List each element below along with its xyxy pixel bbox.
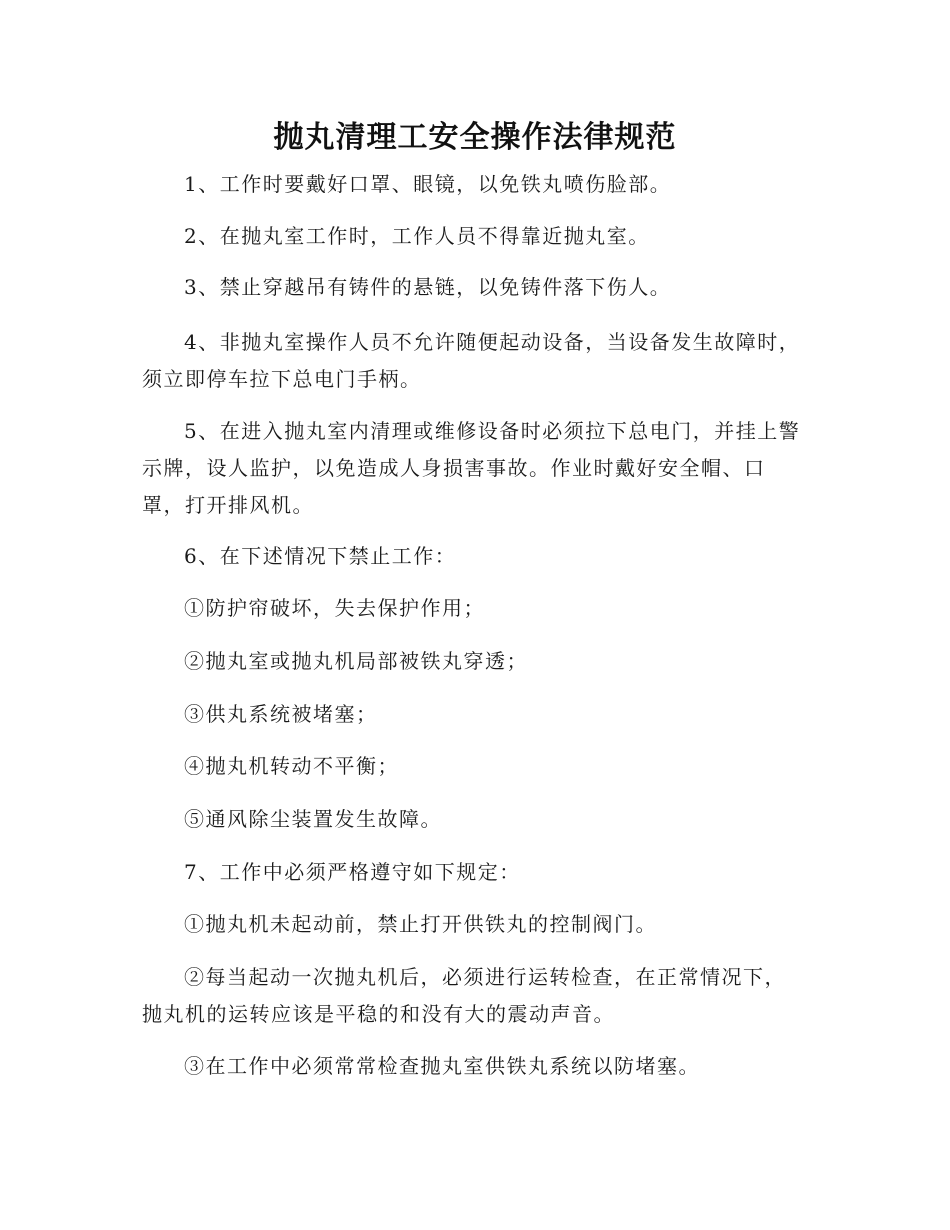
- paragraph-6-item-2: ②抛丸室或抛丸机局部被铁丸穿透；: [184, 649, 528, 673]
- paragraph-7: 7、工作中必须严格遵守如下规定：: [184, 860, 521, 884]
- paragraph-5: 5、在进入抛丸室内清理或维修设备时必须拉下总电门，并挂上警示牌，设人监护，以免造成人身损害事故。作业时戴好安全帽、口罩，打开排风机。: [142, 419, 801, 517]
- paragraph-2: 2、在抛丸室工作时，工作人员不得靠近抛丸室。: [184, 224, 650, 248]
- paragraph-7-item-2: ②每当起动一次抛丸机后，必须进行运转检查，在正常情况下，抛丸机的运转应该是平稳的和没有大的震动声音。: [142, 965, 786, 1026]
- paragraph-7-item-1: ①抛丸机未起动前，禁止打开供铁丸的控制阀门。: [184, 912, 657, 936]
- paragraph-4: 4、非抛丸室操作人员不允许随便起动设备，当设备发生故障时，须立即停车拉下总电门手柄。: [142, 330, 801, 391]
- paragraph-6-item-1: ①防护帘破坏，失去保护作用；: [184, 596, 485, 620]
- paragraph-6-item-5: ⑤通风除尘装置发生故障。: [184, 807, 442, 831]
- paragraph-1: 1、工作时要戴好口罩、眼镜，以免铁丸喷伤脸部。: [184, 172, 672, 196]
- document-title: 抛丸清理工安全操作法律规范: [273, 120, 677, 155]
- paragraph-7-item-3: ③在工作中必须常常检查抛丸室供铁丸系统以防堵塞。: [184, 1054, 700, 1078]
- paragraph-3: 3、禁止穿越吊有铸件的悬链，以免铸件落下伤人。: [184, 275, 672, 299]
- paragraph-6: 6、在下述情况下禁止工作：: [184, 544, 457, 568]
- paragraph-6-item-3: ③供丸系统被堵塞；: [184, 702, 378, 726]
- paragraph-6-item-4: ④抛丸机转动不平衡；: [184, 754, 399, 778]
